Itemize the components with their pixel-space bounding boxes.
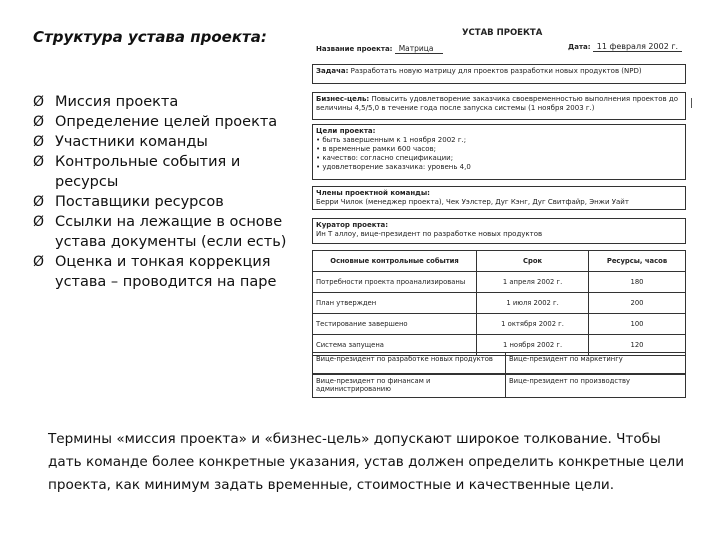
arrow-bullet-icon: Ø [33, 214, 45, 230]
arrow-bullet-icon: Ø [33, 194, 45, 210]
signature-cell: Вице-президент по финансам и администрированию [313, 375, 506, 397]
team-box [312, 186, 686, 210]
resources-header: Ресурсы, часов [589, 251, 686, 272]
team-text: Берри Чилок (менеджер проекта), Чек Уэлстер, Дуг Кэнг, Дуг Свитфайр, Энжи Уайт [316, 198, 629, 206]
bullet-text: Участники команды [55, 134, 208, 150]
bullet-item [33, 92, 295, 112]
bullet-item [33, 152, 295, 192]
curator-text: Ин Т аллоу, вице-президент по разработке новых продуктов [316, 230, 543, 238]
milestone-cell: План утвержден [313, 293, 477, 314]
arrow-bullet-icon: Ø [33, 114, 45, 130]
bullet-item [33, 252, 295, 292]
bottom-paragraph: Термины «миссия проекта» и «бизнес-цель» допускают широкое толкование. Чтобы дать команде более конкретные указания, устав должен определить конкретные цели проекта, как минимум задать временные, стоимостные и качественные цели. [48, 431, 685, 493]
signature-cell: Вице-президент по разработке новых продуктов [313, 353, 506, 373]
milestone-cell: Система запущена [313, 335, 477, 356]
bizgoal-label: Бизнес-цель: [316, 95, 370, 103]
bullet-text: Оценка и тонкая коррекция устава – проводится на паре [55, 254, 277, 290]
table-row [313, 272, 686, 293]
slide-title: Структура устава проекта: [33, 28, 267, 46]
goals-label: Цели проекта: [316, 127, 376, 135]
resources-cell: 180 [589, 272, 686, 293]
deadline-cell: 1 июля 2002 г. [477, 293, 589, 314]
signature-row [312, 374, 686, 398]
task-text: Разработать новую матрицу для проектов разработки новых продуктов (NPD) [350, 67, 642, 75]
arrow-bullet-icon: Ø [33, 254, 45, 270]
bullet-item [33, 132, 295, 152]
bullet-item [33, 212, 295, 252]
milestone-cell: Потребности проекта проанализированы [313, 272, 477, 293]
signature-row [312, 352, 686, 374]
bullet-text: Ссылки на лежащие в основе устава документы (если есть) [55, 214, 287, 250]
deadline-cell: 1 октября 2002 г. [477, 314, 589, 335]
deadline-cell: 1 ноября 2002 г. [477, 335, 589, 356]
curator-box [312, 218, 686, 244]
table-row [313, 293, 686, 314]
bullet-text: Поставщики ресурсов [55, 194, 224, 210]
resources-cell: 200 [589, 293, 686, 314]
signature-cell: Вице-президент по маркетингу [509, 355, 623, 363]
deadline-cell: 1 апреля 2002 г. [477, 272, 589, 293]
charter-title: УСТАВ ПРОЕКТА [462, 28, 543, 38]
bullet-text: Миссия проекта [55, 94, 179, 110]
curator-label: Куратор проекта: [316, 221, 389, 229]
bullet-text: Определение целей проекта [55, 114, 278, 130]
table-header-row [313, 251, 686, 272]
date-value: 11 февраля 2002 г. [593, 42, 682, 52]
project-charter-form [312, 22, 690, 402]
goal-item: • в временные рамки 600 часов; [316, 145, 437, 153]
charter-date [568, 42, 682, 51]
table-row [313, 314, 686, 335]
arrow-bullet-icon: Ø [33, 134, 45, 150]
task-label: Задача: [316, 67, 349, 75]
resources-cell: 100 [589, 314, 686, 335]
milestones-table [312, 250, 686, 356]
project-name-value: Матрица [395, 44, 444, 54]
arrow-bullet-icon: Ø [33, 94, 45, 110]
bullet-list [33, 92, 295, 292]
signature-cell: Вице-президент по производству [509, 377, 631, 385]
bizgoal-text: Повысить удовлетворение заказчика своевременностью выполнения проектов до величины 4,5/5,0 в течение года после запуска системы (1 ноября 2003 г.) [316, 95, 678, 112]
goals-box [312, 124, 686, 180]
arrow-bullet-icon: Ø [33, 154, 45, 170]
team-label: Члены проектной команды: [316, 189, 430, 197]
goal-item: • удовлетворение заказчика: уровень 4,0 [316, 163, 471, 171]
date-label: Дата: [568, 43, 591, 51]
bullet-item [33, 112, 295, 132]
bullet-text: Контрольные события и ресурсы [55, 154, 241, 190]
resources-cell: 120 [589, 335, 686, 356]
project-name [316, 44, 443, 53]
goal-item: • качество: согласно спецификации; [316, 154, 454, 162]
goal-item: • быть завершенным к 1 ноября 2002 г.; [316, 136, 467, 144]
deadline-header: Срок [477, 251, 589, 272]
project-name-label: Название проекта: [316, 45, 393, 53]
milestone-header: Основные контрольные события [313, 251, 477, 272]
bizgoal-box [312, 92, 686, 120]
milestone-cell: Тестирование завершено [313, 314, 477, 335]
bullet-item [33, 192, 295, 212]
margin-tick [691, 98, 692, 108]
task-box [312, 64, 686, 84]
charter-header [312, 22, 690, 60]
